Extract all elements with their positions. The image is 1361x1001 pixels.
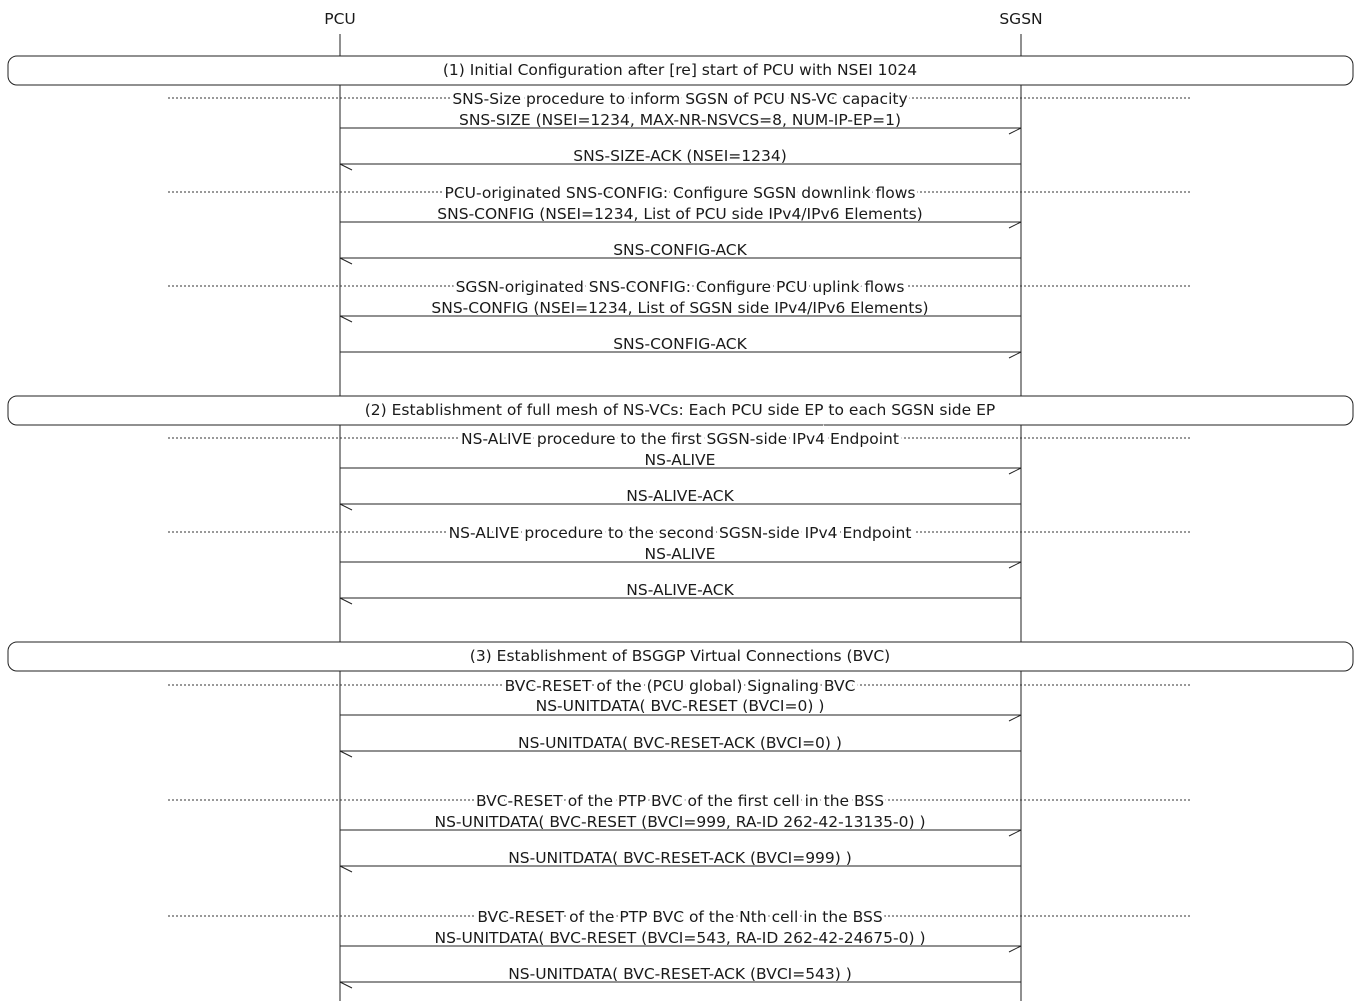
arrow-head: [340, 751, 352, 757]
note-text: NS-ALIVE procedure to the first SGSN-side IPv4 Endpoint: [461, 430, 899, 448]
section-title: (1) Initial Configuration after [re] start of PCU with NSEI 1024: [442, 61, 918, 79]
arrow-head: [1009, 830, 1021, 836]
participant-pcu: PCU: [324, 10, 356, 28]
message-label: NS-UNITDATA( BVC-RESET-ACK (BVCI=999) ): [508, 849, 852, 867]
message: [340, 299, 1021, 322]
message-label: SNS-CONFIG-ACK: [613, 335, 747, 353]
arrow-head: [340, 982, 352, 988]
note-text: SNS-Size procedure to inform SGSN of PCU NS-VC capacity: [452, 90, 908, 108]
arrow-head: [340, 164, 352, 170]
message-label: NS-UNITDATA( BVC-RESET-ACK (BVCI=0) ): [518, 734, 842, 752]
participant-sgsn: SGSN: [999, 10, 1043, 28]
note-group: [168, 677, 1192, 695]
note-text: BVC-RESET of the PTP BVC of the first cell in the BSS: [475, 792, 885, 810]
arrow-head: [1009, 352, 1021, 358]
message-label: NS-ALIVE-ACK: [626, 581, 734, 599]
section-title: (3) Establishment of BSGGP Virtual Connections (BVC): [469, 647, 891, 665]
message: [340, 335, 1021, 358]
message-label: SNS-CONFIG (NSEI=1234, List of PCU side IPv4/IPv6 Elements): [437, 205, 923, 223]
note-group: [168, 792, 1192, 810]
message-label: NS-UNITDATA( BVC-RESET (BVCI=543, RA-ID 262-42-24675-0) ): [434, 929, 926, 947]
message-label: NS-ALIVE: [644, 545, 716, 563]
note-group: [168, 430, 1192, 448]
message-label: NS-UNITDATA( BVC-RESET-ACK (BVCI=543) ): [508, 965, 852, 983]
section-3: [8, 642, 1353, 988]
message: [340, 147, 1021, 170]
message: [340, 734, 1021, 757]
arrow-head: [1009, 128, 1021, 134]
note-group: [168, 524, 1192, 542]
arrow-head: [340, 258, 352, 264]
note-group: [168, 90, 1192, 108]
message: [340, 205, 1021, 228]
message: [340, 487, 1021, 510]
message: [340, 241, 1021, 264]
message: [340, 849, 1021, 872]
section-2: [8, 396, 1353, 604]
arrow-head: [1009, 468, 1021, 474]
message: [340, 697, 1021, 721]
section-1: [8, 56, 1353, 358]
note-text: BVC-RESET of the (PCU global) Signaling BVC: [504, 677, 856, 695]
message-label: SNS-SIZE-ACK (NSEI=1234): [573, 147, 787, 165]
message-label: SNS-CONFIG-ACK: [613, 241, 747, 259]
message-label: SNS-SIZE (NSEI=1234, MAX-NR-NSVCS=8, NUM-IP-EP=1): [458, 111, 902, 129]
note-group: [168, 278, 1192, 296]
note-text: NS-ALIVE procedure to the second SGSN-side IPv4 Endpoint: [448, 524, 912, 542]
arrow-head: [1009, 946, 1021, 952]
arrow-head: [1009, 715, 1021, 721]
message-label: NS-ALIVE-ACK: [626, 487, 734, 505]
message: [340, 813, 1021, 836]
note-text: BVC-RESET of the PTP BVC of the Nth cell in the BSS: [477, 908, 883, 926]
arrow-head: [340, 316, 352, 322]
arrow-head: [1009, 222, 1021, 228]
message: [340, 581, 1021, 604]
arrow-head: [1009, 562, 1021, 568]
message: [340, 451, 1021, 474]
message: [340, 965, 1021, 988]
message: [340, 111, 1021, 134]
arrow-head: [340, 598, 352, 604]
message-label: NS-UNITDATA( BVC-RESET (BVCI=0) ): [535, 697, 825, 715]
message-label: SNS-CONFIG (NSEI=1234, List of SGSN side IPv4/IPv6 Elements): [431, 299, 929, 317]
note-group: [168, 184, 1192, 202]
message-label: NS-UNITDATA( BVC-RESET (BVCI=999, RA-ID 262-42-13135-0) ): [434, 813, 926, 831]
note-group: [168, 908, 1192, 926]
note-text: SGSN-originated SNS-CONFIG: Configure PCU uplink flows: [455, 278, 905, 296]
note-text: PCU-originated SNS-CONFIG: Configure SGSN downlink flows: [444, 184, 916, 202]
message: [340, 929, 1021, 952]
arrow-head: [340, 504, 352, 510]
arrow-head: [340, 866, 352, 872]
message-label: NS-ALIVE: [644, 451, 716, 469]
section-title: (2) Establishment of full mesh of NS-VCs: Each PCU side EP to each SGSN side EP: [364, 401, 996, 419]
message: [340, 545, 1021, 568]
